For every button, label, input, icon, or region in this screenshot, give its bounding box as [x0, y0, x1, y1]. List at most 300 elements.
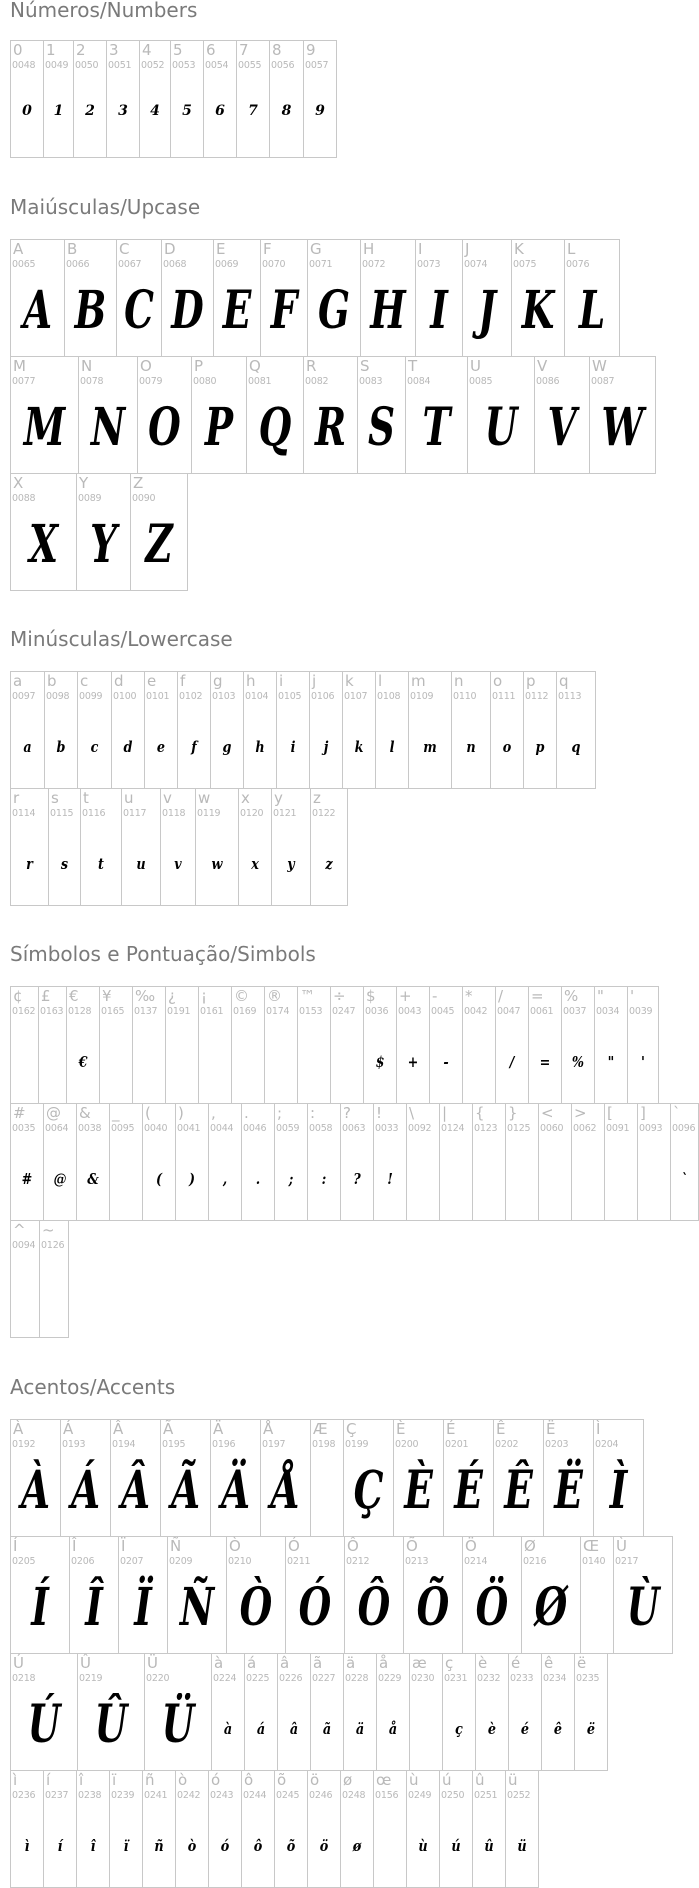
glyph-code-label: 0248	[342, 1790, 366, 1801]
glyph-code-label: 0234	[543, 1673, 567, 1684]
glyph-cell	[495, 986, 529, 1104]
glyph-sample: é	[520, 1720, 530, 1738]
glyph-sample: 9	[315, 103, 325, 119]
glyph-char-label: ®	[267, 987, 282, 1005]
glyph-sample: X	[28, 514, 59, 575]
glyph-char-label: Ã	[163, 1420, 174, 1438]
glyph-sample: Q	[258, 397, 292, 458]
glyph-cell	[593, 1419, 644, 1537]
glyph-char-label: q	[559, 672, 569, 690]
glyph-code-label: 0061	[530, 1006, 554, 1017]
glyph-code-label: 0220	[146, 1673, 170, 1684]
glyph-code-label: 0241	[144, 1790, 168, 1801]
glyph-code-label: 0199	[345, 1439, 369, 1450]
glyph-row	[10, 1770, 672, 1887]
glyph-cell	[472, 1103, 506, 1221]
glyph-sample: R	[314, 397, 347, 458]
glyph-code-label: 0074	[464, 259, 488, 270]
glyph-char-label: Y	[79, 474, 89, 492]
glyph-sample: i	[290, 738, 296, 756]
glyph-cell	[274, 1103, 308, 1221]
glyph-code-label: 0226	[279, 1673, 303, 1684]
glyph-char-label: 7	[239, 41, 249, 59]
glyph-char-label: m	[411, 672, 426, 690]
glyph-cell	[442, 1653, 476, 1771]
glyph-sample: w	[211, 855, 223, 873]
glyph-char-label: X	[13, 474, 24, 492]
glyph-char-label: 0	[13, 41, 23, 59]
glyph-sample: 1	[53, 103, 64, 119]
glyph-sample: Ç	[353, 1460, 384, 1521]
glyph-sample: u	[136, 855, 146, 873]
glyph-code-label: 0094	[12, 1240, 36, 1251]
glyph-cell	[160, 1419, 211, 1537]
glyph-code-label: 0072	[362, 259, 386, 270]
glyph-sample: x	[251, 855, 259, 873]
glyph-char-label: r	[13, 789, 20, 807]
glyph-char-label: b	[47, 672, 57, 690]
glyph-sample: à	[223, 1720, 233, 1738]
glyph-code-label: 0122	[312, 808, 336, 819]
glyph-cell	[76, 1103, 110, 1221]
glyph-row	[10, 1536, 672, 1653]
glyph-code-label: 0123	[474, 1123, 498, 1134]
glyph-code-label: 0230	[411, 1673, 435, 1684]
glyph-code-label: 0058	[309, 1123, 333, 1134]
glyph-cell	[342, 671, 376, 789]
glyph-cell	[523, 671, 557, 789]
glyph-cell	[226, 1536, 286, 1654]
glyph-char-label: n	[454, 672, 464, 690]
glyph-char-label: á	[247, 1654, 257, 1672]
glyph-cell	[564, 239, 620, 357]
glyph-code-label: 0069	[215, 259, 239, 270]
glyph-code-label: 0207	[120, 1556, 144, 1567]
glyph-cell	[343, 1653, 377, 1771]
glyph-char-label: -	[432, 987, 438, 1005]
glyph-cell	[144, 1653, 212, 1771]
glyph-char-label: K	[514, 240, 524, 258]
glyph-char-label: 3	[109, 41, 119, 59]
glyph-cell	[211, 1653, 245, 1771]
glyph-code-label: 0063	[342, 1123, 366, 1134]
glyph-cell	[357, 356, 406, 474]
section-title-symbols: Símbolos e Pontuação/Simbols	[10, 942, 316, 966]
glyph-cell	[77, 1653, 145, 1771]
glyph-code-label: 0191	[167, 1006, 191, 1017]
glyph-code-label: 0084	[407, 376, 431, 387]
glyph-sample: ê	[553, 1720, 563, 1738]
glyph-code-label: 0043	[398, 1006, 422, 1017]
glyph-char-label: "	[597, 987, 604, 1005]
glyph-sample: .	[255, 1170, 261, 1188]
glyph-char-label: a	[13, 672, 23, 690]
glyph-cell	[373, 1770, 407, 1888]
glyph-code-label: 0083	[359, 376, 383, 387]
glyph-char-label: c	[80, 672, 89, 690]
glyph-char-label: G	[310, 240, 322, 258]
glyph-sample: /	[509, 1053, 515, 1071]
glyph-cell	[613, 1536, 673, 1654]
glyph-cell	[99, 986, 133, 1104]
glyph-cell	[121, 788, 161, 906]
glyph-code-label: 0193	[62, 1439, 86, 1450]
glyph-code-label: 0140	[582, 1556, 606, 1567]
glyph-code-label: 0045	[431, 1006, 455, 1017]
glyph-char-label: ì	[13, 1771, 18, 1789]
glyph-char-label: }	[508, 1104, 518, 1122]
glyph-cell	[429, 986, 463, 1104]
glyph-code-label: 0227	[312, 1673, 336, 1684]
glyph-code-label: 0112	[525, 691, 549, 702]
glyph-cell	[236, 40, 270, 158]
glyph-char-label: É	[446, 1420, 456, 1438]
glyph-cell	[375, 671, 409, 789]
glyph-char-label: P	[194, 357, 204, 375]
glyph-char-label: u	[124, 789, 134, 807]
glyph-cell	[561, 986, 595, 1104]
glyph-char-label: ;	[277, 1104, 283, 1122]
glyph-cell	[307, 239, 361, 357]
glyph-cell	[594, 986, 628, 1104]
glyph-sample: D	[171, 280, 204, 341]
glyph-char-label: W	[592, 357, 607, 375]
glyph-code-label: 0067	[118, 259, 142, 270]
glyph-sample: É	[454, 1460, 483, 1521]
glyph-char-label: {	[475, 1104, 485, 1122]
glyph-char-label: 6	[206, 41, 216, 59]
glyph-row	[10, 473, 655, 590]
glyph-sample: o	[502, 738, 512, 756]
glyph-char-label: 4	[142, 41, 152, 59]
glyph-sample: ú	[451, 1837, 461, 1855]
glyph-char-label: À	[13, 1420, 24, 1438]
glyph-code-label: 0111	[492, 691, 516, 702]
glyph-char-label: p	[526, 672, 536, 690]
glyph-char-label: î	[79, 1771, 84, 1789]
glyph-cell	[111, 671, 145, 789]
glyph-sample: 3	[118, 103, 128, 119]
glyph-code-label: 0250	[441, 1790, 465, 1801]
glyph-sample: H	[370, 280, 406, 341]
glyph-cell	[110, 1419, 161, 1537]
glyph-code-label: 0192	[12, 1439, 36, 1450]
glyph-code-label: 0048	[12, 60, 36, 71]
glyph-code-label: 0212	[346, 1556, 370, 1567]
glyph-cell	[277, 1653, 311, 1771]
glyph-cell	[43, 40, 74, 158]
glyph-code-label: 0109	[410, 691, 434, 702]
glyph-cell	[10, 1653, 78, 1771]
glyph-cell	[406, 1770, 440, 1888]
glyph-cell	[271, 788, 311, 906]
glyph-char-label: Å	[263, 1420, 274, 1438]
glyph-cell	[393, 1419, 444, 1537]
glyph-sample: ä	[355, 1720, 365, 1738]
glyph-cell	[210, 671, 244, 789]
glyph-code-label: 0125	[507, 1123, 531, 1134]
glyph-cell	[264, 986, 298, 1104]
glyph-cell	[160, 788, 196, 906]
glyph-code-label: 0093	[639, 1123, 663, 1134]
glyph-sample: Á	[70, 1460, 101, 1521]
glyph-code-label: 0137	[134, 1006, 158, 1017]
glyph-sample: k	[354, 738, 364, 756]
glyph-char-label: ~	[42, 1221, 55, 1239]
glyph-sample: a	[23, 738, 32, 756]
glyph-char-label: Ì	[596, 1420, 601, 1438]
glyph-char-label: ë	[577, 1654, 587, 1672]
glyph-cell	[538, 1103, 572, 1221]
glyph-cell	[175, 1103, 209, 1221]
glyph-cell	[10, 40, 44, 158]
glyph-code-label: 0204	[595, 1439, 619, 1450]
glyph-code-label: 0090	[132, 493, 156, 504]
glyph-char-label: ã	[313, 1654, 323, 1672]
glyph-cell	[589, 356, 656, 474]
glyph-code-label: 0096	[672, 1123, 696, 1134]
glyph-char-label: #	[13, 1104, 26, 1122]
section-title-numbers: Números/Numbers	[10, 0, 198, 22]
glyph-sample: Û	[94, 1694, 128, 1755]
glyph-sample: Ì	[609, 1460, 628, 1521]
glyph-sample: g	[222, 738, 232, 756]
glyph-sample: !	[387, 1170, 393, 1188]
glyph-char-label: e	[147, 672, 157, 690]
glyph-char-label: I	[418, 240, 423, 258]
glyph-code-label: 0082	[305, 376, 329, 387]
glyph-sample: è	[487, 1720, 497, 1738]
glyph-cell	[528, 986, 562, 1104]
glyph-char-label: 5	[173, 41, 183, 59]
glyph-code-label: 0236	[12, 1790, 36, 1801]
glyph-cell	[360, 239, 416, 357]
glyph-char-label: Ë	[546, 1420, 556, 1438]
glyph-sample: C	[124, 280, 154, 341]
glyph-sample: À	[20, 1460, 51, 1521]
glyph-sample: 6	[215, 103, 225, 119]
glyph-char-label: ¿	[168, 987, 176, 1005]
glyph-code-label: 0206	[71, 1556, 95, 1567]
glyph-code-label: 0124	[441, 1123, 465, 1134]
glyph-code-label: 0237	[45, 1790, 69, 1801]
glyph-cell	[451, 671, 491, 789]
glyph-code-label: 0099	[79, 691, 103, 702]
glyph-char-label: R	[306, 357, 317, 375]
glyph-cell	[10, 986, 39, 1104]
glyph-char-label: ú	[442, 1771, 452, 1789]
glyph-code-label: 0249	[408, 1790, 432, 1801]
glyph-char-label: %	[564, 987, 579, 1005]
glyph-char-label: J	[465, 240, 470, 258]
glyph-sample: L	[578, 280, 606, 341]
glyph-code-label: 0044	[210, 1123, 234, 1134]
glyph-code-label: 0194	[112, 1439, 136, 1450]
glyph-code-label: 0161	[200, 1006, 224, 1017]
glyph-sample: ø	[352, 1837, 362, 1855]
glyph-char-label: œ	[376, 1771, 392, 1789]
glyph-sample: õ	[286, 1837, 296, 1855]
glyph-char-label: Ô	[347, 1537, 359, 1555]
glyph-sample: î	[90, 1837, 96, 1855]
glyph-char-label: D	[164, 240, 176, 258]
glyph-cell	[556, 671, 596, 789]
glyph-code-label: 0225	[246, 1673, 270, 1684]
glyph-char-label: â	[280, 1654, 290, 1672]
glyph-code-label: 0231	[444, 1673, 468, 1684]
glyph-sample: e	[156, 738, 166, 756]
glyph-code-label: 0101	[146, 691, 170, 702]
glyph-cell	[340, 1770, 374, 1888]
glyph-sample: %	[571, 1053, 585, 1071]
glyph-cell	[139, 40, 171, 158]
glyph-char-label: È	[396, 1420, 406, 1438]
glyph-code-label: 0062	[573, 1123, 597, 1134]
glyph-sample: @	[53, 1170, 67, 1188]
glyph-sample: #	[21, 1170, 33, 1188]
glyph-char-label: V	[537, 357, 548, 375]
glyph-code-label: 0073	[417, 259, 441, 270]
glyph-char-label: o	[493, 672, 503, 690]
glyph-code-label: 0087	[591, 376, 615, 387]
glyph-cell	[60, 1419, 111, 1537]
glyph-char-label: €	[69, 987, 79, 1005]
glyph-char-label: Ú	[13, 1654, 24, 1672]
glyph-char-label: Ç	[346, 1420, 357, 1438]
glyph-code-label: 0108	[377, 691, 401, 702]
glyph-code-label: 0213	[405, 1556, 429, 1567]
glyph-cell	[443, 1419, 494, 1537]
glyph-code-label: 0174	[266, 1006, 290, 1017]
glyph-code-label: 0107	[344, 691, 368, 702]
glyph-row	[10, 1419, 672, 1536]
glyph-row	[10, 1220, 698, 1337]
glyph-char-label: ø	[343, 1771, 353, 1789]
glyph-char-label: Ä	[213, 1420, 224, 1438]
glyph-sample: G	[318, 280, 350, 341]
glyph-code-label: 0081	[248, 376, 272, 387]
glyph-cell	[285, 1536, 345, 1654]
glyph-cell	[462, 239, 512, 357]
glyph-cell	[165, 986, 199, 1104]
glyph-code-label: 0057	[305, 60, 329, 71]
glyph-code-label: 0071	[309, 259, 333, 270]
glyph-code-label: 0103	[212, 691, 236, 702]
glyph-sample: Ä	[220, 1460, 251, 1521]
section-title-upcase: Maiúsculas/Upcase	[10, 195, 201, 219]
glyph-cell	[472, 1770, 506, 1888]
glyph-sample: Õ	[416, 1577, 450, 1638]
glyph-cell	[243, 671, 277, 789]
glyph-cell	[269, 40, 304, 158]
glyph-cell	[462, 986, 496, 1104]
glyph-cell	[475, 1653, 509, 1771]
glyph-char-label: Î	[72, 1537, 77, 1555]
glyph-code-label: 0120	[240, 808, 264, 819]
glyph-char-label: ö	[310, 1771, 320, 1789]
glyph-sample: €	[78, 1053, 88, 1071]
glyph-code-label: 0203	[545, 1439, 569, 1450]
glyph-sample: S	[367, 397, 396, 458]
glyph-code-label: 0209	[169, 1556, 193, 1567]
glyph-cell	[670, 1103, 699, 1221]
glyph-char-label: ]	[640, 1104, 646, 1122]
glyph-sample: v	[174, 855, 182, 873]
glyph-char-label: ü	[508, 1771, 518, 1789]
glyph-cell	[208, 1103, 242, 1221]
glyph-code-label: 0049	[45, 60, 69, 71]
glyph-cell	[109, 1770, 143, 1888]
glyph-code-label: 0064	[45, 1123, 69, 1134]
glyph-sample: ã	[322, 1720, 332, 1738]
glyph-code-label: 0232	[477, 1673, 501, 1684]
glyph-grid-numbers	[10, 40, 336, 157]
glyph-code-label: 0201	[445, 1439, 469, 1450]
glyph-sample: N	[90, 397, 126, 458]
glyph-char-label: $	[366, 987, 376, 1005]
glyph-cell	[177, 671, 211, 789]
glyph-cell	[406, 1103, 440, 1221]
glyph-cell	[439, 1103, 473, 1221]
glyph-code-label: 0119	[197, 808, 221, 819]
glyph-cell	[505, 1103, 539, 1221]
glyph-sample: Ã	[170, 1460, 201, 1521]
glyph-char-label: f	[180, 672, 186, 690]
glyph-sample: ë	[586, 1720, 596, 1738]
glyph-code-label: 0219	[79, 1673, 103, 1684]
glyph-char-label: _	[112, 1104, 120, 1122]
glyph-char-label: C	[119, 240, 130, 258]
glyph-cell	[330, 986, 364, 1104]
glyph-code-label: 0228	[345, 1673, 369, 1684]
glyph-code-label: 0035	[12, 1123, 36, 1134]
glyph-cell	[637, 1103, 671, 1221]
section-title-lowercase: Minúsculas/Lowercase	[10, 627, 233, 651]
glyph-code-label: 0217	[615, 1556, 639, 1567]
glyph-code-label: 0098	[46, 691, 70, 702]
glyph-row	[10, 1653, 672, 1770]
glyph-cell	[10, 239, 65, 357]
glyph-row	[10, 356, 655, 473]
glyph-cell	[309, 671, 343, 789]
glyph-cell	[307, 1770, 341, 1888]
glyph-cell	[44, 671, 78, 789]
glyph-cell	[175, 1770, 209, 1888]
glyph-code-label: 0205	[12, 1556, 36, 1567]
glyph-cell	[580, 1536, 614, 1654]
glyph-code-label: 0034	[596, 1006, 620, 1017]
glyph-cell	[231, 986, 265, 1104]
glyph-code-label: 0054	[205, 60, 229, 71]
glyph-char-label: )	[178, 1104, 184, 1122]
glyph-code-label: 0198	[312, 1439, 336, 1450]
glyph-char-label: |	[442, 1104, 448, 1122]
glyph-char-label: ^	[13, 1221, 26, 1239]
glyph-code-label: 0210	[228, 1556, 252, 1567]
glyph-cell	[39, 1220, 69, 1338]
glyph-char-label: j	[312, 672, 317, 690]
glyph-sample: ç	[455, 1720, 463, 1738]
glyph-char-label: Ø	[524, 1537, 536, 1555]
glyph-char-label: £	[41, 987, 51, 1005]
glyph-char-label: @	[46, 1104, 61, 1122]
glyph-code-label: 0244	[243, 1790, 267, 1801]
glyph-sample: A	[22, 280, 53, 341]
glyph-code-label: 0068	[163, 259, 187, 270]
glyph-char-label: '	[630, 987, 635, 1005]
glyph-cell	[76, 1770, 110, 1888]
glyph-char-label: 1	[46, 41, 56, 59]
